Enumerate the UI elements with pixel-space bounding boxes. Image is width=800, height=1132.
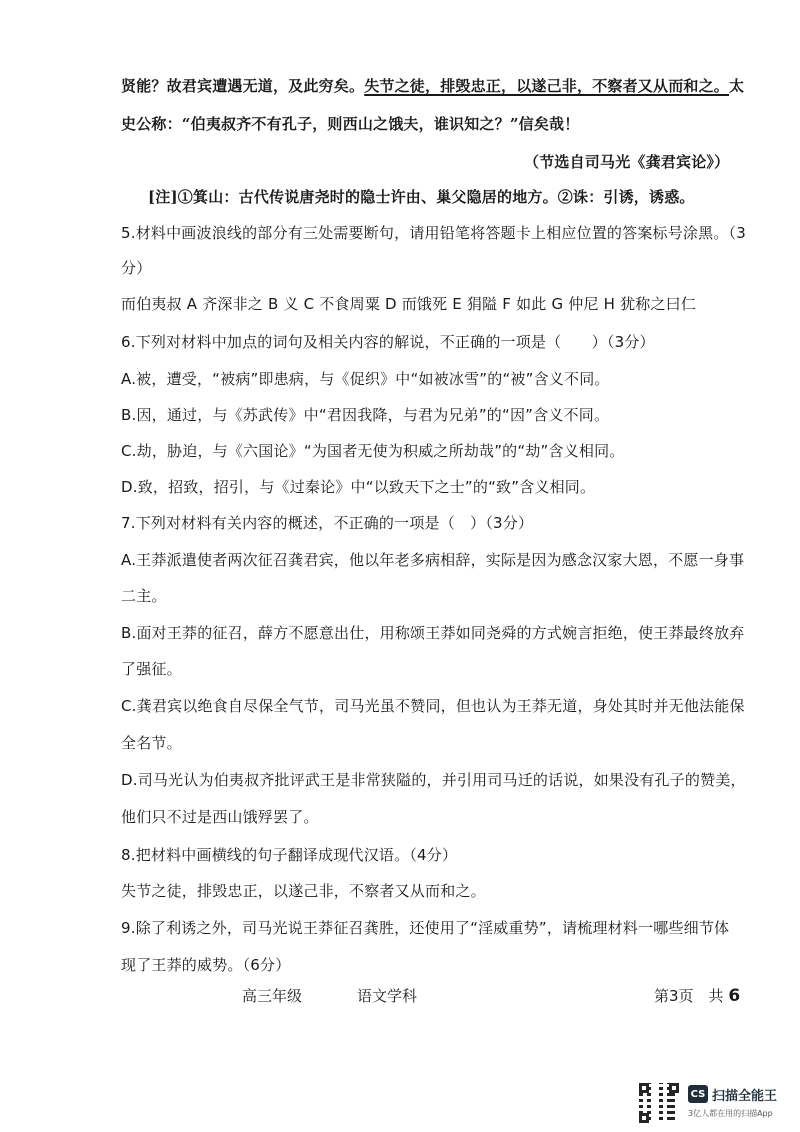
footer-grade: 高三年级: [242, 987, 303, 1005]
q7-option-b-line-2: 了强征。: [121, 660, 182, 678]
q7-option-d-line-2: 他们只不过是西山饿殍罢了。: [121, 808, 319, 826]
qr-code-icon: [639, 1083, 679, 1123]
q6-option-c: C.劫，胁迫，与《六国论》“为国者无使为积威之所劫哉”的“劫”含义相同。: [121, 442, 625, 460]
q9-stem-line-1: 9.除了利诱之外，司马光说王莽征召龚胜，还使用了“淫威重势”，请梳理材料一哪些细节体: [121, 919, 730, 937]
passage-line-2: 史公称：“伯夷叔齐不有孔子，则西山之饿夫，谁识知之？”信矣哉！: [121, 115, 580, 133]
q6-stem: 6.下列对材料中加点的词句及相关内容的解说，不正确的一项是（ ）（3分）: [121, 333, 655, 351]
q7-option-c-line-1: C.龚君宾以绝食自尽保全气节，司马光虽不赞同，但也认为王莽无道，身处其时并无他法能保: [121, 697, 745, 715]
q9-stem-line-2: 现了王莽的威势。（6分）: [121, 956, 291, 974]
passage-line-1: [121, 76, 744, 96]
q6-option-b: B.因，通过，与《苏武传》中“君因我降，与君为兄弟”的“因”含义不同。: [121, 406, 610, 424]
footer-page-total: 6: [728, 986, 741, 1006]
q8-stem: 8.把材料中画横线的句子翻译成现代汉语。（4分）: [121, 846, 458, 864]
q5-stem-line-2: 分）: [121, 259, 152, 277]
footer-page-label: 第3页 共: [654, 987, 724, 1005]
camscanner-logo-icon: CS: [688, 1085, 708, 1103]
passage-line-1-plain: 贤能？故君宾遭遇无道，及此穷矣。: [121, 77, 365, 95]
underlined-sentence: 失节之徒，排毁忠正，以遂己非，不察者又从而和之。: [364, 77, 730, 95]
q6-option-d: D.致，招致，招引，与《过秦论》中“以致天下之士”的“致”含义相同。: [121, 478, 596, 496]
footer-subject: 语文学科: [357, 987, 418, 1005]
q7-stem: 7.下列对材料有关内容的概述，不正确的一项是（ ）（3分）: [121, 514, 534, 532]
scanner-brand: 扫描全能王: [712, 1089, 778, 1104]
scanner-tagline: 3亿人都在用的扫描App: [688, 1109, 773, 1118]
q8-sentence: 失节之徒，排毁忠正，以遂己非，不察者又从而和之。: [121, 882, 486, 900]
q6-option-a: A.被，遭受，“被病”即患病，与《促织》中“如被冰雪”的“被”含义不同。: [121, 370, 610, 388]
passage-source: （节选自司马光《龚君宾论》）: [524, 153, 730, 171]
q7-option-c-line-2: 全名节。: [121, 734, 182, 752]
passage-note: [注]①箕山：古代传说唐尧时的隐士许由、巢父隐居的地方。②诛：引诱，诱惑。: [148, 188, 695, 206]
footer-page: [654, 985, 740, 1006]
q7-option-d-line-1: D.司马光认为伯夷叔齐批评武王是非常狭隘的，并引用司马迁的话说，如果没有孔子的赞美，: [121, 771, 746, 789]
q5-stem-line-1: 5.材料中画波浪线的部分有三处需要断句，请用铅笔将答题卡上相应位置的答案标号涂黑。（3: [121, 224, 746, 242]
passage-line-1-tail: 太: [729, 77, 745, 95]
q7-option-a-line-1: A.王莽派遣使者两次征召龚君宾，他以年老多病相辞，实际是因为感念汉家大恩，不愿一身事: [121, 551, 745, 569]
q5-options: 而伯夷叔 A 齐深非之 B 义 C 不食周粟 D 而饿死 E 狷隘 F 如此 G 仲尼 H 犹称之曰仁: [121, 295, 697, 313]
q7-option-a-line-2: 二主。: [121, 587, 167, 605]
q7-option-b-line-1: B.面对王莽的征召，薛方不愿意出仕，用称颂王莽如同尧舜的方式婉言拒绝，使王莽最终放弃: [121, 624, 745, 642]
